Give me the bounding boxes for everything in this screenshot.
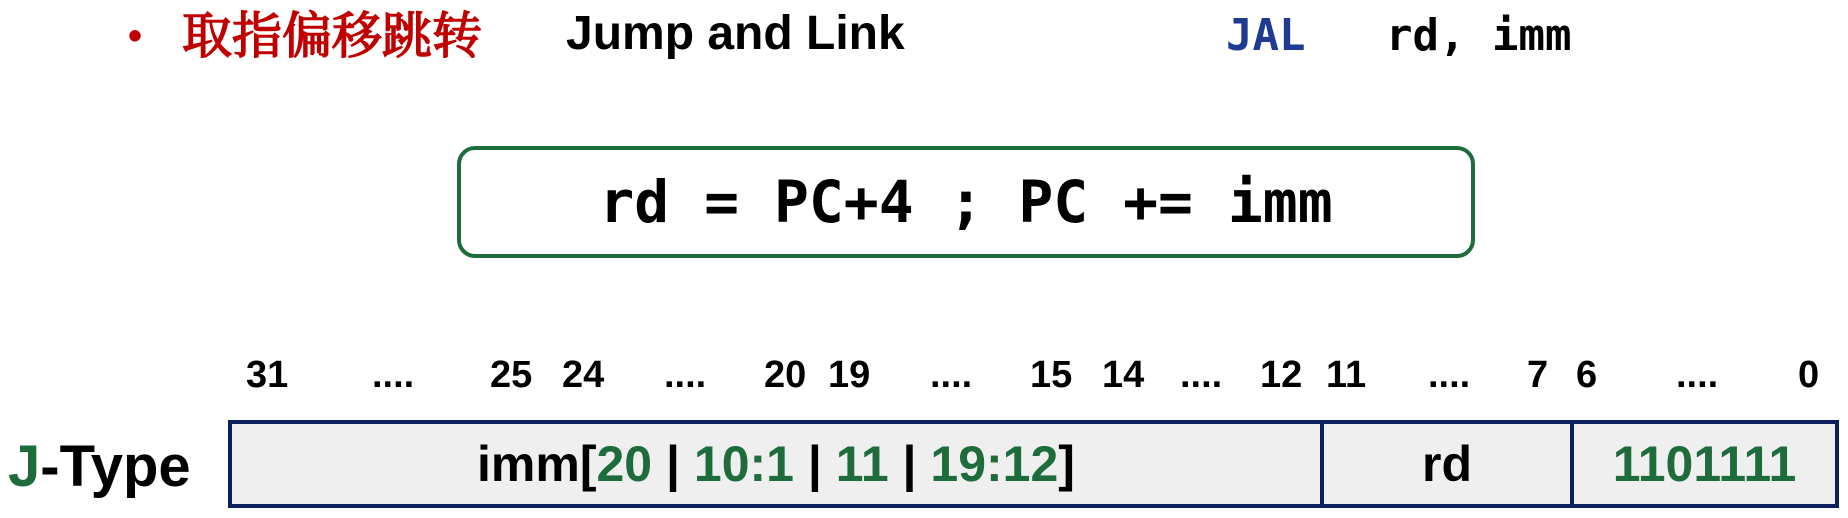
bit-label: ....: [1180, 354, 1223, 396]
type-suffix: -Type: [40, 434, 191, 499]
bit-label: 19: [828, 354, 871, 396]
imm-bit-range: 20: [596, 436, 653, 492]
instruction-type-label: [8, 433, 191, 501]
semantics-text: rd = PC+4 ; PC += imm: [599, 168, 1333, 236]
bit-label: 11: [1326, 354, 1367, 396]
bit-label: 20: [764, 354, 807, 396]
bit-label: 25: [490, 354, 533, 396]
imm-separator: |: [793, 436, 836, 492]
imm-separator: |: [652, 436, 694, 492]
imm-bit-range: 11: [835, 436, 889, 492]
bit-label: ....: [1676, 354, 1719, 396]
field-rd: rd: [1320, 424, 1570, 504]
bit-label: ....: [664, 354, 707, 396]
bit-label: 15: [1030, 354, 1073, 396]
bullet-icon: •: [128, 14, 143, 58]
imm-bit-range: 10:1: [693, 436, 794, 492]
semantics-box: [457, 146, 1475, 258]
bit-label: 12: [1260, 354, 1303, 396]
bit-label: 24: [562, 354, 605, 396]
bit-label: ....: [1428, 354, 1471, 396]
title-chinese: 取指偏移跳转: [182, 7, 482, 65]
bit-label: 6: [1576, 354, 1598, 396]
bit-label: 31: [246, 354, 289, 396]
bit-label: 0: [1798, 354, 1820, 396]
title-english: Jump and Link: [566, 7, 905, 60]
bit-label: 7: [1527, 354, 1549, 396]
field-imm: [232, 424, 1320, 504]
imm-suffix: ]: [1058, 436, 1075, 492]
field-opcode: 1101111: [1570, 424, 1835, 504]
imm-separator: |: [888, 436, 931, 492]
imm-prefix: imm[: [477, 436, 597, 492]
bit-label: ....: [930, 354, 973, 396]
type-letter: J: [8, 434, 41, 499]
instruction-operands: rd, imm: [1386, 10, 1572, 61]
bit-label: ....: [372, 354, 415, 396]
encoding-fields: [228, 420, 1839, 508]
bit-label: 14: [1102, 354, 1145, 396]
instruction-mnemonic: JAL: [1226, 10, 1306, 61]
imm-bit-range: 19:12: [930, 436, 1059, 492]
